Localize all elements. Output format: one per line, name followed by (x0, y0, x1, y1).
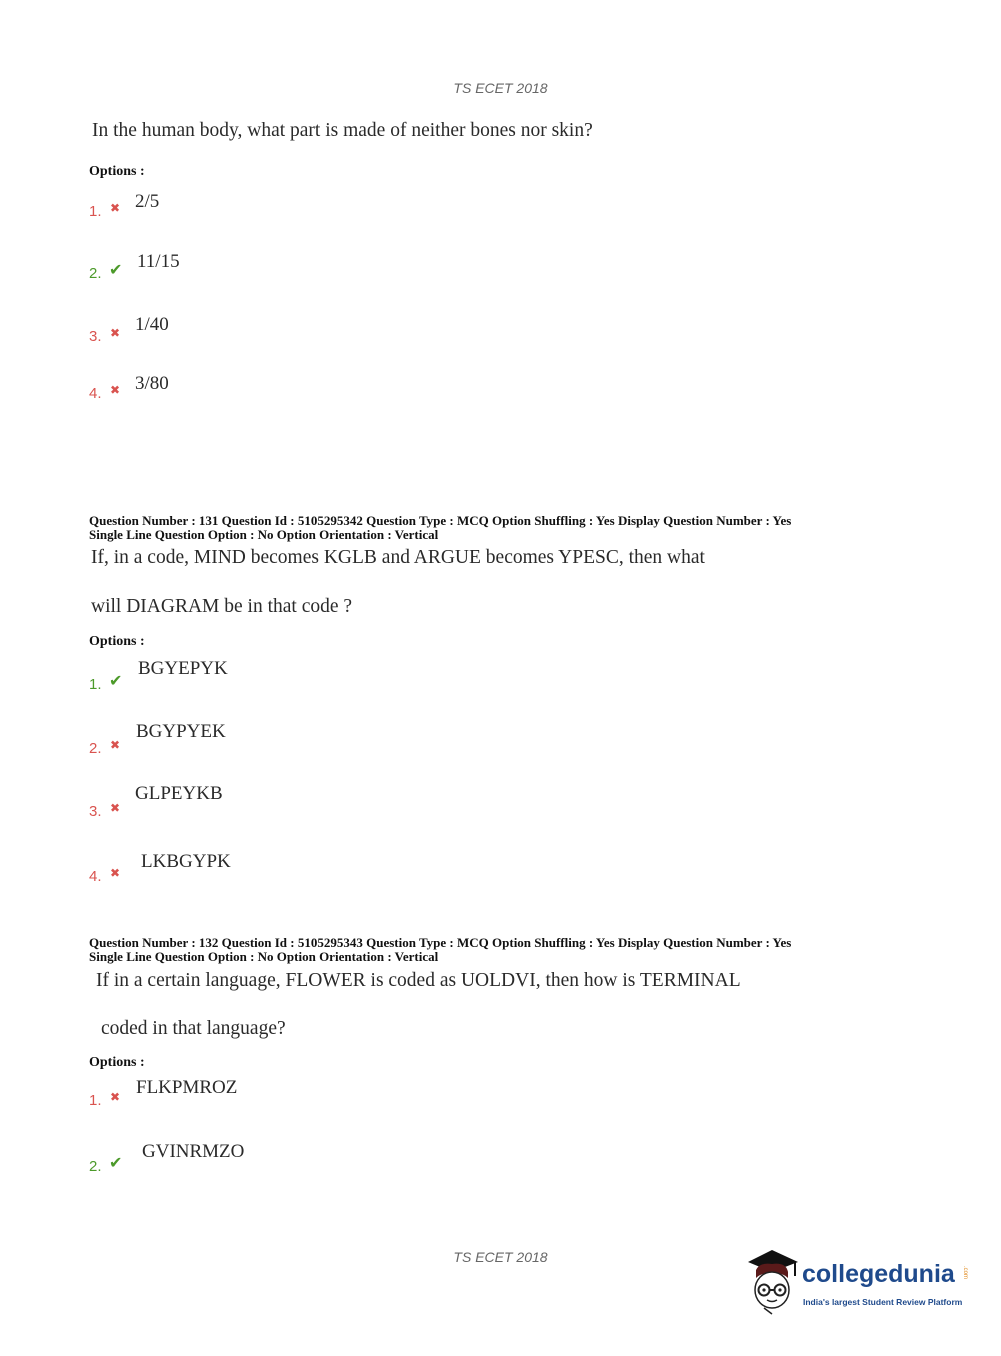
cross-icon: ✖ (110, 1090, 121, 1104)
question-131-text-line-2: will DIAGRAM be in that code ? (91, 596, 353, 617)
question-131-meta-line-2: Single Line Question Option : No Option Orientation : Vertical (89, 527, 439, 542)
mascot-icon (742, 1248, 802, 1316)
cross-icon: ✖ (110, 201, 121, 215)
option-text: BGYEPYK (138, 658, 228, 679)
check-icon: ✔ (109, 671, 123, 690)
question-132-text-line-1: If in a certain language, FLOWER is coded as UOLDVI, then how is TERMINAL (96, 970, 741, 991)
page-header: TS ECET 2018 (453, 80, 548, 96)
cross-icon: ✖ (110, 801, 121, 815)
option-number: 2. (89, 1158, 102, 1175)
page-footer: TS ECET 2018 (453, 1249, 548, 1265)
collegedunia-logo (742, 1248, 972, 1316)
option-text: 11/15 (137, 251, 180, 272)
option-number: 3. (89, 328, 102, 345)
check-icon: ✔ (109, 1153, 123, 1172)
option-number: 1. (89, 676, 102, 693)
option-text: 2/5 (135, 191, 160, 212)
option-number: 3. (89, 803, 102, 820)
question-132-meta-line-1: Question Number : 132 Question Id : 5105295343 Question Type : MCQ Option Shuffling : Yes Display Question Number : Yes (89, 935, 792, 950)
option-number: 4. (89, 868, 102, 885)
option-text: BGYPYEK (136, 721, 226, 742)
question-132-text-line-2: coded in that language? (101, 1018, 286, 1039)
cross-icon: ✖ (110, 866, 121, 880)
option-text: 3/80 (135, 373, 169, 394)
option-number: 2. (89, 740, 102, 757)
options-label-131: Options : (89, 634, 145, 649)
option-text: GLPEYKB (135, 783, 223, 804)
logo-name: collegedunia (802, 1260, 955, 1288)
logo-tagline: India's largest Student Review Platform (803, 1297, 963, 1307)
option-number: 4. (89, 385, 102, 402)
question-131-meta-line-1: Question Number : 131 Question Id : 5105295342 Question Type : MCQ Option Shuffling : Yes Display Question Number : Yes (89, 513, 792, 528)
logo-com: .com (962, 1266, 968, 1280)
check-icon: ✔ (109, 260, 123, 279)
option-number: 2. (89, 265, 102, 282)
cross-icon: ✖ (110, 738, 121, 752)
option-text: GVINRMZO (142, 1141, 245, 1162)
question-131-text-line-1: If, in a code, MIND becomes KGLB and ARGUE becomes YPESC, then what (91, 547, 705, 568)
option-text: LKBGYPK (141, 851, 231, 872)
options-label-130: Options : (89, 164, 145, 179)
cross-icon: ✖ (110, 326, 121, 340)
option-text: FLKPMROZ (136, 1077, 238, 1098)
option-number: 1. (89, 203, 102, 220)
question-132-meta-line-2: Single Line Question Option : No Option Orientation : Vertical (89, 949, 439, 964)
option-text: 1/40 (135, 314, 169, 335)
cross-icon: ✖ (110, 383, 121, 397)
question-130-text: In the human body, what part is made of neither bones nor skin? (92, 120, 593, 141)
options-label-132: Options : (89, 1055, 145, 1070)
option-number: 1. (89, 1092, 102, 1109)
